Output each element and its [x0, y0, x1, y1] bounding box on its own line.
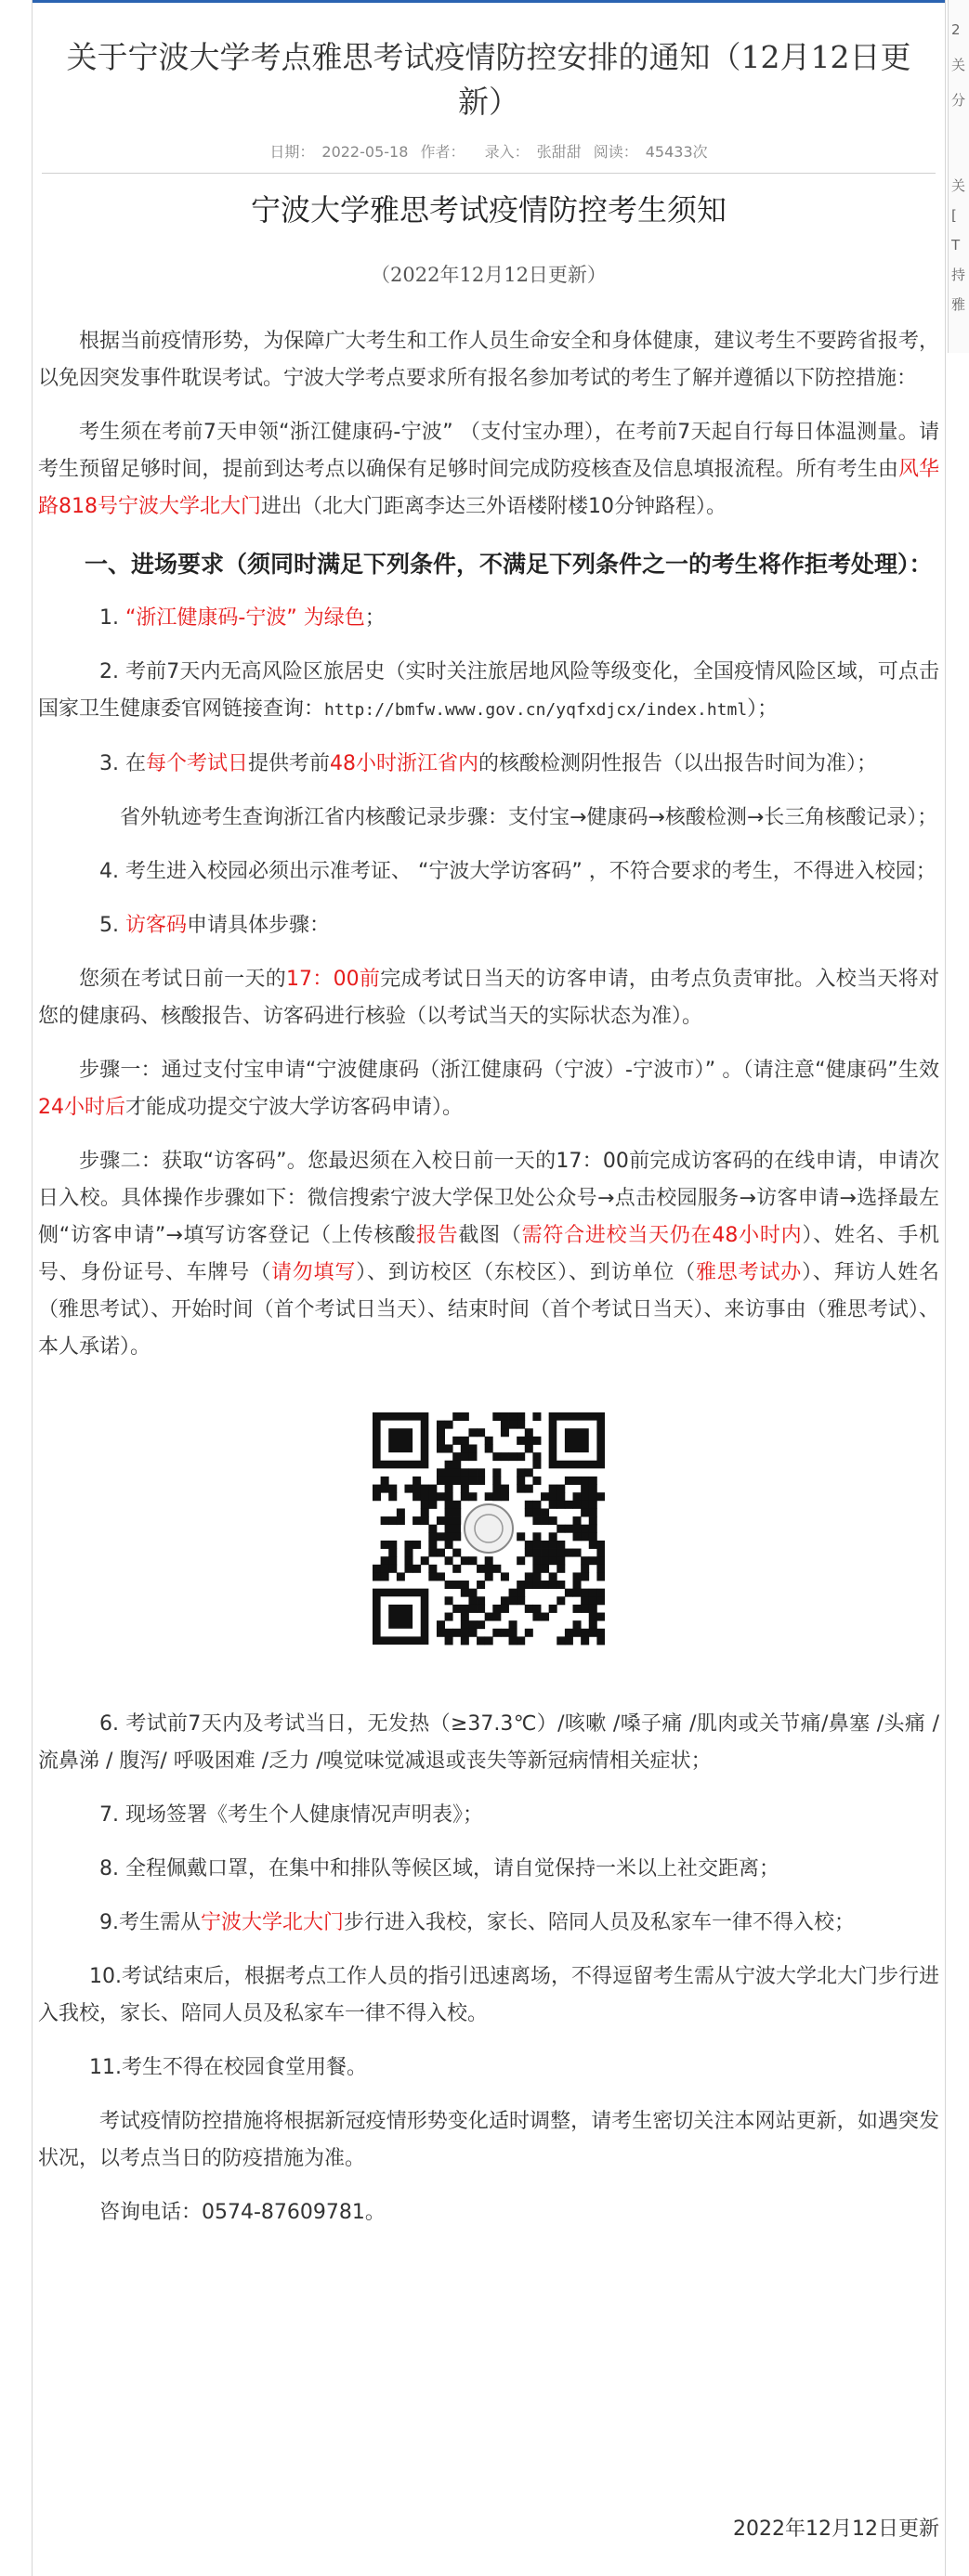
update-note: （2022年12月12日更新）: [371, 264, 607, 286]
req3-b: 提供考前: [248, 752, 331, 775]
contact-phone: 咨询电话：0574-87609781。: [99, 2201, 386, 2224]
req5-highlight: 访客码: [124, 914, 187, 937]
intro-paragraph: 根据当前疫情形势，为保障广大考生和工作人员生命安全和身体健康，建议考生不要跨省报考，以免因突发事件耽误考试。宁波大学考点要求所有报名参加考试的考生了解并遵循以下防控措施：: [38, 330, 939, 390]
req9-a: 9.考生需从: [99, 1911, 201, 1934]
instructions-text-end: 进出（北大门距离李达三外语楼附楼10分钟路程）。: [261, 495, 727, 518]
step1-highlight: 24小时后: [38, 1096, 125, 1119]
sidebar-char: 持: [951, 267, 966, 283]
req1-highlight: “浙江健康码-宁波” 为绿色: [124, 606, 365, 630]
requirement-4: 4. 考生进入校园必须出示准考证、 “宁波大学访客码” ，不符合要求的考生，不得进入校园；: [99, 860, 936, 883]
requirement-6: 6. 考试前7天内及考试当日，无发热（≥37.3℃）/咳嗽 /嗓子痛 /肌肉或关节痛/鼻塞 /头痛 /流鼻涕 / 腹泻/ 呼吸困难 /乏力 /嗅觉味觉减退或丧失等新冠病情相关症状；: [38, 1712, 939, 1773]
step2-e: ）、拜访人姓名（雅思考试）、开始时间（首个考试日当天）、结束时间（首个考试日当天）、来访事由（雅思考试）、本人承诺）。: [38, 1261, 939, 1359]
req3-a: 3. 在: [99, 752, 146, 775]
instructions-text: 考生须在考前7天申领“浙江健康码-宁波” （支付宝办理），在考前7天起自行每日体温测量。请考生预留足够时间，提前到达考点以确保有足够时间完成防疫核查及信息填报流程。所有考生由: [38, 421, 939, 481]
article-content: [38, 323, 939, 2231]
visitor-deadline-highlight: 17：00前: [286, 968, 381, 991]
req9-highlight: 宁波大学北大门: [201, 1911, 345, 1934]
requirement-7: 7. 现场签署《考生个人健康情况声明表》；: [99, 1803, 483, 1827]
requirement-2: [38, 654, 939, 729]
step2-highlight-office: 雅思考试办: [696, 1261, 803, 1284]
gate-highlight: 风华路818号宁波大学北大门: [38, 458, 939, 518]
step2-b: 截图（: [458, 1224, 522, 1247]
req9-b: 步行进入我校，家长、陪同人员及私家车一律不得入校；: [344, 1911, 856, 1934]
step-one: [38, 1052, 939, 1126]
step2-d: ）、到访校区（东校区）、到访单位（: [356, 1261, 696, 1284]
step2-c: ）、姓名、手机号、身份证号、车牌号（: [38, 1224, 939, 1284]
sidebar-char: 关: [951, 57, 966, 73]
author-label: 作者：: [420, 143, 465, 161]
step2-a: 步骤二：获取“访客码”。您最迟须在入校日前一天的17：00前完成访客码的在线申请，申请次日入校。具体操作步骤如下：微信搜索宁波大学保卫处公众号→点击校园服务→访客申请→选择最左侧“访客申请”→填写访客登记（上传核酸: [38, 1150, 939, 1247]
editor-label: 录入：: [484, 143, 530, 161]
top-accent-line: [33, 0, 945, 3]
requirement-11: 11.考生不得在校园食堂用餐。: [89, 2056, 367, 2079]
req2-end: ）；: [747, 697, 779, 721]
article-title: 关于宁波大学考点雅思考试疫情防控安排的通知（12月12日更新）: [66, 39, 911, 120]
requirement-3: [38, 746, 939, 783]
requirement-9: [38, 1905, 939, 1942]
footer-update-date: 2022年12月12日更新: [733, 2517, 939, 2541]
step-two: [38, 1143, 939, 1366]
sidebar-char: 雅: [951, 296, 966, 313]
article-meta: [51, 141, 926, 163]
date-label: 日期：: [269, 143, 315, 161]
step2-highlight-report: 报告: [415, 1224, 459, 1247]
step1-a: 步骤一：通过支付宝申请“宁波健康码（浙江健康码（宁波）-宁波市）” 。（请注意“健康码”生效: [79, 1059, 939, 1082]
req1-number: 1.: [99, 606, 125, 630]
header-divider: [42, 173, 936, 174]
step2-highlight-noplate: 请勿填写: [270, 1261, 357, 1284]
visitor-a: 您须在考试日前一天的: [79, 968, 286, 991]
views-label: 阅读：: [593, 143, 638, 161]
req1-end: ；: [364, 606, 386, 630]
sidebar-char: 关: [951, 177, 966, 194]
visitor-b: 完成考试日当天的访客申请，由考点负责审批。入校当天将对您的健康码、核酸报告、访客码进行核验（以考试当天的实际状态为准）。: [38, 968, 939, 1028]
out-of-province-steps: 省外轨迹考生查询浙江省内核酸记录步骤：支付宝→健康码→核酸检测→长三角核酸记录）；: [120, 806, 938, 829]
sidebar-char: 2: [951, 21, 961, 38]
req5-number: 5.: [99, 914, 125, 937]
sidebar-char: 分: [951, 92, 966, 109]
req3-c: 的核酸检测阴性报告（以出报告时间为准）；: [478, 752, 878, 775]
document-title: 宁波大学雅思考试疫情防控考生须知: [250, 192, 727, 228]
instructions-paragraph: [38, 414, 939, 526]
req2-text: 2. 考前7天内无高风险区旅居史（实时关注旅居地风险等级变化，全国疫情风险区域，可点击国家卫生健康委官网链接查询：: [38, 660, 939, 721]
requirement-10: 10.考试结束后，根据考点工作人员的指引迅速离场，不得逗留考生需从宁波大学北大门步行进入我校，家长、陪同人员及私家车一律不得入校。: [38, 1965, 939, 2025]
wechat-qr-code: [373, 1412, 605, 1646]
visitor-code-deadline: [38, 961, 939, 1035]
step2-highlight-48h: 需符合进校当天仍在48小时内: [521, 1224, 803, 1247]
right-sidebar-strip: [948, 0, 969, 353]
editor-value: 张甜甜: [536, 143, 582, 161]
requirement-5: [38, 907, 939, 944]
requirement-1: [38, 600, 939, 637]
requirement-8: 8. 全程佩戴口罩，在集中和排队等候区域，请自觉保持一米以上社交距离；: [99, 1857, 779, 1880]
req5-end: 申请具体步骤：: [187, 914, 331, 937]
section-heading-entry-requirements: 一、进场要求（须同时满足下列条件，不满足下列条件之一的考生将作拒考处理）：: [85, 551, 933, 578]
req3-highlight-hours: 48小时浙江省内: [330, 752, 479, 775]
article-page: [32, 0, 946, 2576]
qr-code-icon: [373, 1412, 605, 1646]
risk-query-link[interactable]: http://bmfw.www.gov.cn/yqfxdjcx/index.html: [324, 700, 748, 720]
step1-b: 才能成功提交宁波大学访客码申请）。: [125, 1096, 464, 1119]
views-value: 45433次: [645, 143, 708, 161]
sidebar-char: T: [951, 237, 961, 254]
adjustment-note: 考试疫情防控措施将根据新冠疫情形势变化适时调整，请考生密切关注本网站更新，如遇突发状况，以考点当日的防疫措施为准。: [38, 2110, 939, 2170]
req3-highlight-day: 每个考试日: [145, 752, 248, 775]
sidebar-char: [: [951, 207, 957, 224]
date-value: 2022-05-18: [321, 143, 409, 161]
